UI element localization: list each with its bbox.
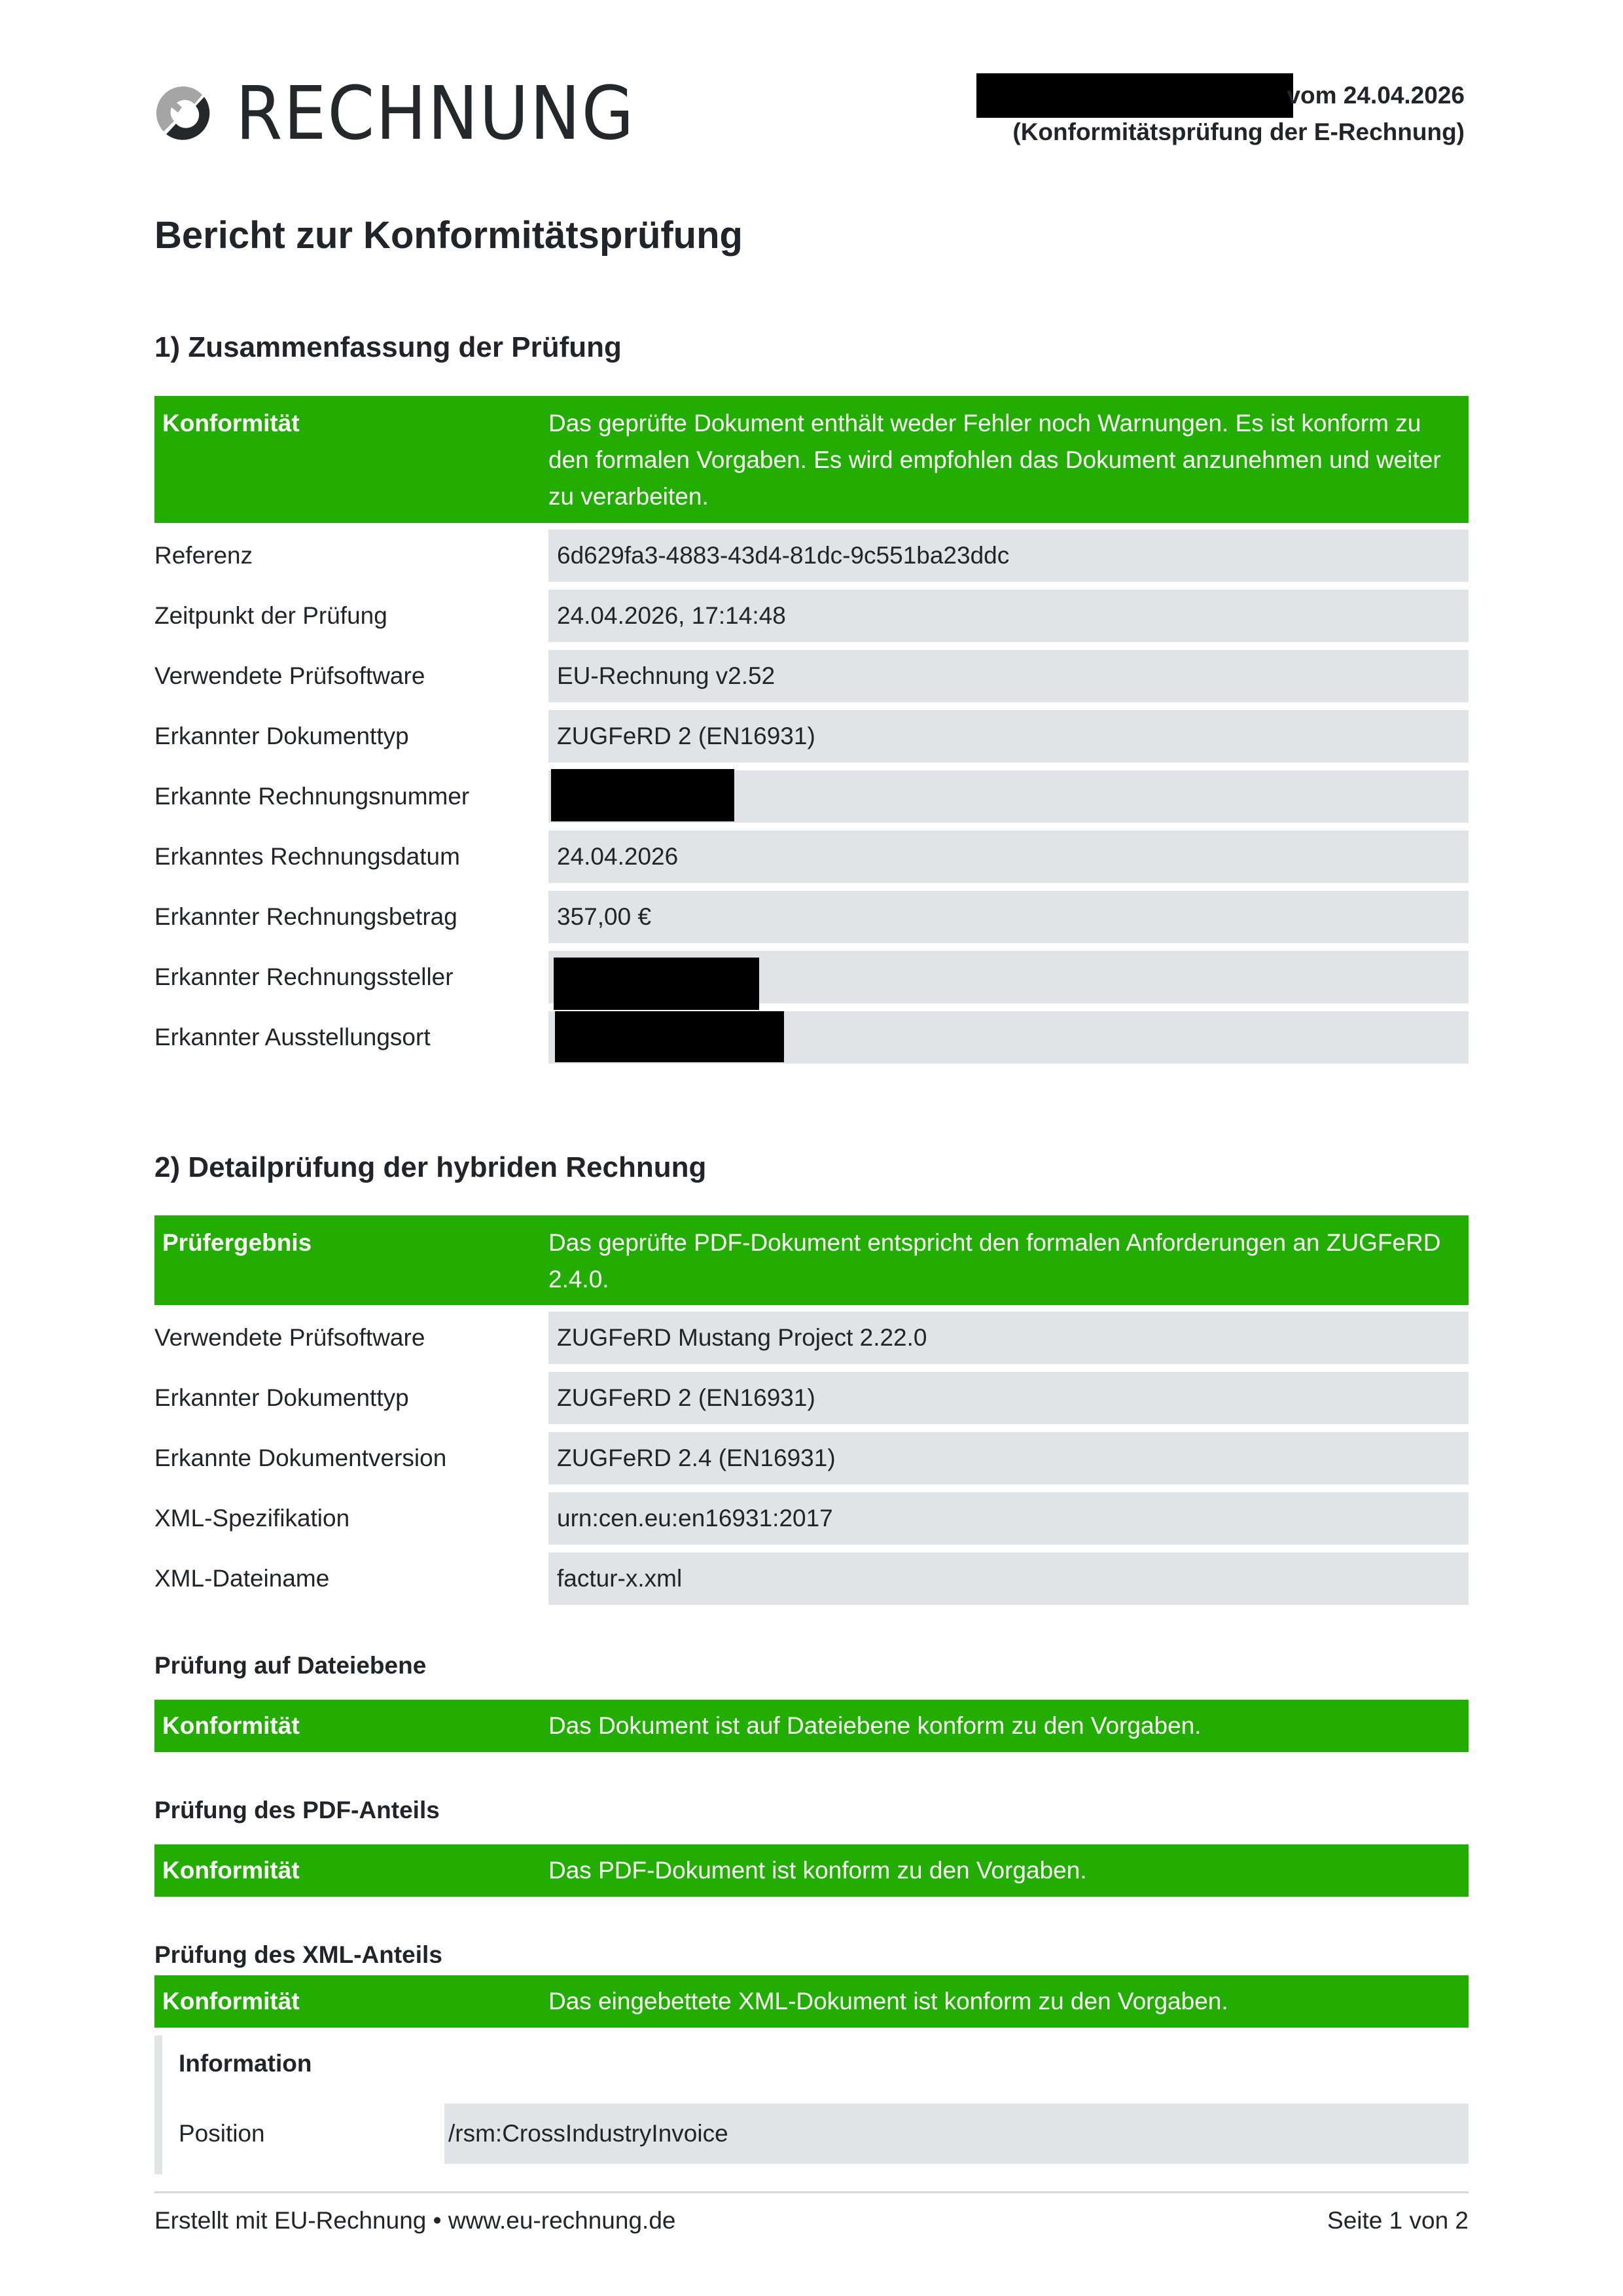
row-label: XML-Dateiname [154,1565,330,1592]
row-label: Erkanntes Rechnungsdatum [154,843,460,870]
result-text: Das geprüfte Dokument enthält weder Fehler noch Warnungen. Es ist konform zu den formalen Vorgaben. Es wird empfohlen das Dokument anzunehmen und weiter zu verarbeiten. [548,410,1441,510]
row-value: 24.04.2026, 17:14:48 [548,590,1469,642]
row-label: XML-Spezifikation [154,1505,350,1532]
information-block [154,2036,1469,2174]
page-title: Bericht zur Konformitätsprüfung [154,214,743,257]
result-label: Konformität [162,1857,300,1884]
row-label: Erkannter Rechnungsbetrag [154,903,457,930]
row-value: EU-Rechnung v2.52 [548,650,1469,702]
row-label: Zeitpunkt der Prüfung [154,602,387,629]
redaction-box [555,1011,784,1062]
table-row [154,529,1469,582]
table-row [154,1492,1469,1545]
table-row [154,1312,1469,1364]
logo-icon [154,84,213,143]
file-level-heading: Prüfung auf Dateiebene [154,1652,427,1679]
result-label: Prüfergebnis [162,1229,312,1256]
pdf-part-heading: Prüfung des PDF-Anteils [154,1797,440,1823]
row-value: 24.04.2026 [548,831,1469,883]
result-label: Konformität [162,1988,300,2015]
header-meta [1012,77,1465,151]
table-row [154,951,1469,1003]
result-text: Das geprüfte PDF-Dokument entspricht den formalen Anforderungen an ZUGFeRD 2.4.0. [548,1229,1441,1293]
row-label: Erkannter Ausstellungsort [154,1024,431,1050]
check-result-banner [154,1215,1469,1305]
table-row [154,1372,1469,1424]
page-number: Seite 1 von 2 [1327,2207,1469,2234]
brand-wordmark: RECHNUNG [236,71,635,156]
table-row [154,1552,1469,1605]
row-value-redacted [548,951,1469,1003]
row-label: Verwendete Prüfsoftware [154,662,425,689]
position-label: Position [179,2120,265,2147]
table-row [154,710,1469,762]
row-value: urn:cen.eu:en16931:2017 [548,1492,1469,1545]
section1-heading: 1) Zusammenfassung der Prüfung [154,331,622,363]
table-row [154,1011,1469,1064]
information-row [179,2104,1469,2164]
table-row [154,650,1469,702]
row-value: ZUGFeRD 2.4 (EN16931) [548,1432,1469,1484]
invoice-date-line: vom 24.04.2026 [1287,82,1465,109]
pdf-part-banner [154,1844,1469,1897]
position-value: /rsm:CrossIndustryInvoice [444,2104,1469,2164]
table-row [154,831,1469,883]
result-text: Das eingebettete XML-Dokument ist konform zu den Vorgaben. [548,1988,1228,2015]
result-text: Das PDF-Dokument ist konform zu den Vorgaben. [548,1857,1087,1884]
row-label: Erkannter Dokumenttyp [154,723,409,749]
information-title: Information [179,2050,312,2077]
row-value-redacted [548,770,1469,823]
table-row [154,1432,1469,1484]
xml-part-banner [154,1975,1469,2028]
result-label: Konformität [162,1712,300,1739]
row-label: Erkannter Dokumenttyp [154,1384,409,1411]
row-value-redacted [548,1011,1469,1064]
footer-credit: Erstellt mit EU-Rechnung • www.eu-rechnung.de [154,2207,676,2234]
table-row [154,770,1469,823]
row-label: Erkannte Dokumentversion [154,1444,447,1471]
footer-divider [154,2191,1469,2193]
table-row [154,891,1469,943]
row-label: Erkannte Rechnungsnummer [154,783,470,810]
row-value: ZUGFeRD 2 (EN16931) [548,1372,1469,1424]
redaction-box [554,958,759,1010]
table-row [154,590,1469,642]
result-text: Das Dokument ist auf Dateiebene konform zu den Vorgaben. [548,1712,1202,1739]
row-value: ZUGFeRD Mustang Project 2.22.0 [548,1312,1469,1364]
row-value: ZUGFeRD 2 (EN16931) [548,710,1469,762]
row-value: 357,00 € [548,891,1469,943]
file-level-banner [154,1700,1469,1752]
section2-heading: 2) Detailprüfung der hybriden Rechnung [154,1151,707,1183]
row-label: Verwendete Prüfsoftware [154,1324,425,1351]
result-label: Konformität [162,410,300,437]
conformity-result-banner [154,396,1469,523]
row-value: 6d629fa3-4883-43d4-81dc-9c551ba23ddc [548,529,1469,582]
row-label: Erkannter Rechnungssteller [154,963,454,990]
header-subtitle: (Konformitätsprüfung der E-Rechnung) [1012,118,1465,145]
xml-part-heading: Prüfung des XML-Anteils [154,1941,442,1968]
redaction-box [551,769,734,821]
row-value: factur-x.xml [548,1552,1469,1605]
row-label: Referenz [154,542,253,569]
